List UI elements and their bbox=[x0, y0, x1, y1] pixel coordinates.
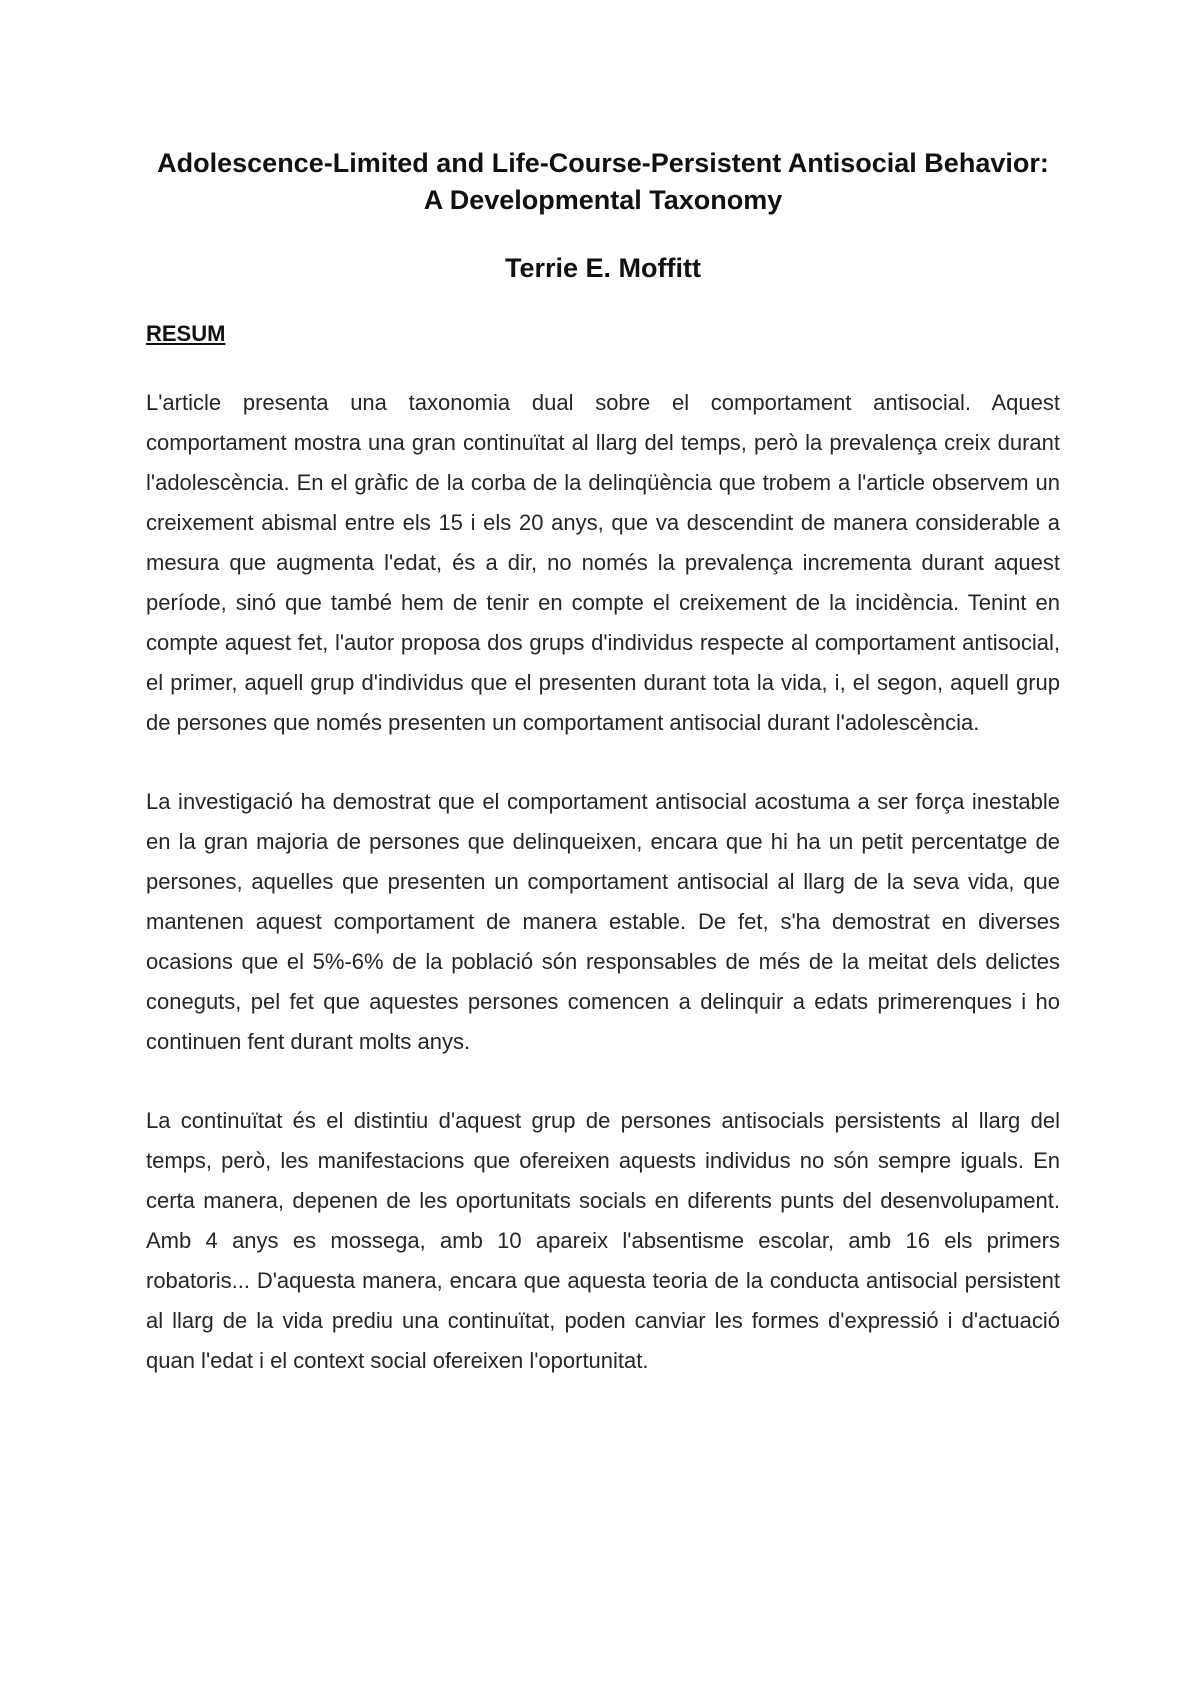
document-author: Terrie E. Moffitt bbox=[504, 253, 701, 283]
paragraph-3: La continuïtat és el distintiu d'aquest grup de persones antisocials persistents al llarg del temps, però, les manifestacions que ofereixen aquests individus no són sempre iguals. En certa manera, depenen de les oportunitats socials en diferents punts del desenvolupament. Amb 4 anys es mossega, amb 10 apareix l'absentisme escolar, amb 16 els primers robatoris... D'aquesta manera, encara que aquesta teoria de la conducta antisocial persistent al llarg de la vida prediu una continuïtat, poden canviar les formes d'expressió i d'actuació quan l'edat i el context social ofereixen l'oportunitat. bbox=[146, 1108, 1060, 1373]
document-title: Adolescence-Limited and Life-Course-Persistent Antisocial Behavior: A Developmental Taxonomy bbox=[157, 148, 1049, 215]
paragraph-1: L'article presenta una taxonomia dual sobre el comportament antisocial. Aquest comportament mostra una gran continuïtat al llarg del temps, però la prevalença creix durant l'adolescència. En el gràfic de la corba de la delinqüència que trobem a l'article observem un creixement abismal entre els 15 i els 20 anys, que va descendint de manera considerable a mesura que augmenta l'edat, és a dir, no només la prevalença incrementa durant aquest període, sinó que també hem de tenir en compte el creixement de la incidència. Tenint en compte aquest fet, l'autor proposa dos grups d'individus respecte al comportament antisocial, el primer, aquell grup d'individus que el presenten durant tota la vida, i, el segon, aquell grup de persones que només presenten un comportament antisocial durant l'adolescència. bbox=[146, 390, 1060, 735]
section-heading-resum: RESUM bbox=[146, 321, 226, 346]
document-body bbox=[146, 145, 1060, 1381]
paragraph-2: La investigació ha demostrat que el comportament antisocial acostuma a ser força inestable en la gran majoria de persones que delinqueixen, encara que hi ha un petit percentatge de persones, aquelles que presenten un comportament antisocial al llarg de la seva vida, que mantenen aquest comportament de manera estable. De fet, s'ha demostrat en diverses ocasions que el 5%-6% de la població són responsables de més de la meitat dels delictes coneguts, pel fet que aquestes persones comencen a delinquir a edats primerenques i ho continuen fent durant molts anys. bbox=[146, 789, 1060, 1054]
